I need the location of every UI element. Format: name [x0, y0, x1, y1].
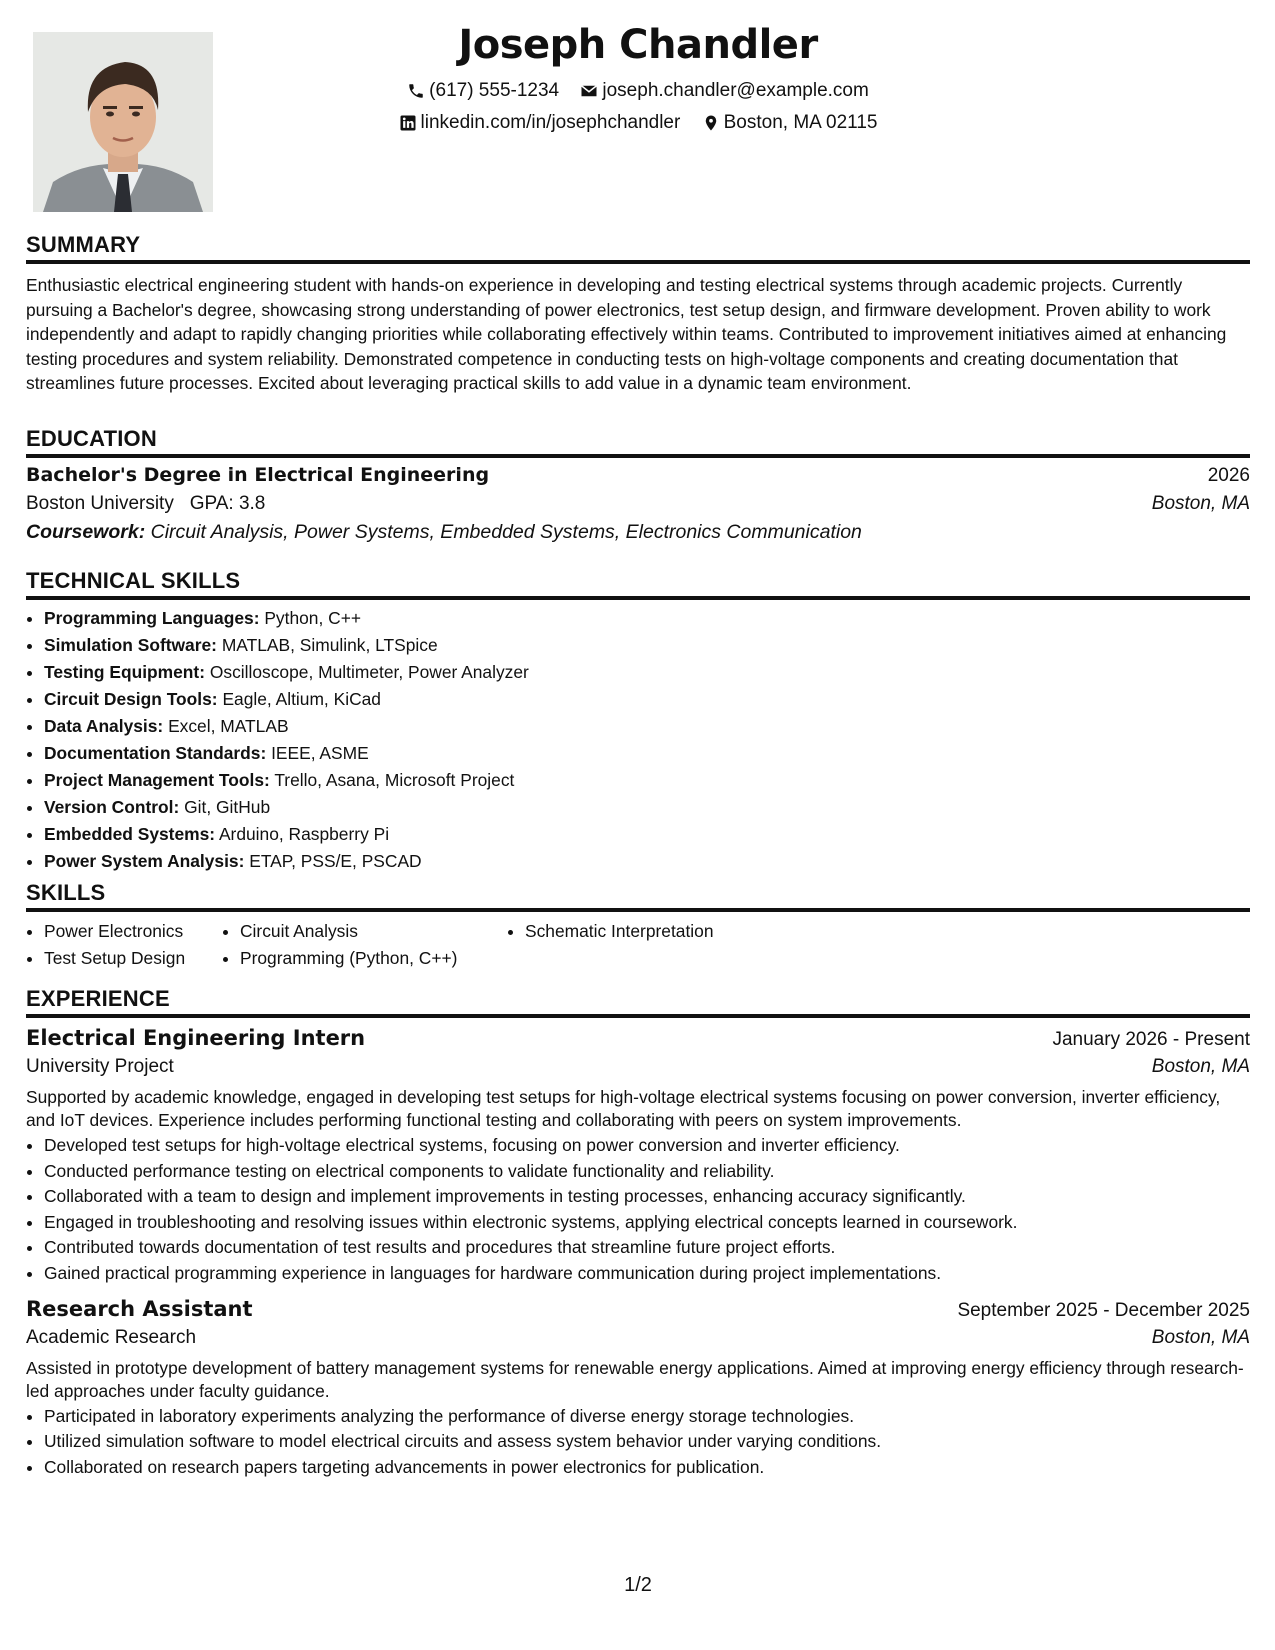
technical-skills-section — [26, 568, 1250, 875]
skills-column-1 — [26, 918, 222, 972]
job-bullet: • Utilized simulation software to model electrical circuits and assess system behavior under varying conditions. — [44, 1429, 1250, 1455]
coursework-line — [26, 521, 1250, 544]
education-header-row — [26, 464, 1250, 487]
location-text: Boston, MA 02115 — [723, 112, 878, 133]
experience-heading: EXPERIENCE — [26, 986, 1250, 1018]
phone-text: (617) 555-1234 — [429, 80, 560, 101]
tech-skill-label: Embedded Systems: — [44, 824, 216, 844]
tech-skill-value: Arduino, Raspberry Pi — [218, 824, 390, 844]
skill-item: • Schematic Interpretation — [525, 918, 845, 945]
school-name: Boston University — [26, 493, 174, 514]
job-bullet: • Contributed towards documentation of test results and procedures that streamline future project efforts. — [44, 1235, 1250, 1261]
summary-heading: SUMMARY — [26, 232, 1250, 264]
education-heading: EDUCATION — [26, 426, 1250, 458]
degree-title: Bachelor's Degree in Electrical Engineering — [26, 464, 490, 486]
tech-skill-item — [44, 794, 1250, 821]
job-header-row — [26, 1026, 1250, 1051]
email-contact[interactable] — [580, 80, 868, 102]
job-header-row — [26, 1297, 1250, 1322]
linkedin-icon — [399, 114, 417, 132]
technical-skills-list — [26, 605, 1250, 875]
school-line — [26, 493, 265, 515]
job-org: University Project — [26, 1056, 174, 1077]
skills-column-2 — [222, 918, 507, 972]
tech-skill-value: Git, GitHub — [184, 797, 271, 817]
job-bullet: • Collaborated with a team to design and implement improvements in testing processes, enhancing accuracy significantly. — [44, 1184, 1250, 1210]
tech-skill-label: Simulation Software: — [44, 635, 217, 655]
education-sub-row — [26, 493, 1250, 515]
coursework-label: Coursework: — [26, 521, 146, 543]
technical-skills-heading: TECHNICAL SKILLS — [26, 568, 1250, 600]
linkedin-contact[interactable] — [399, 112, 681, 134]
education-section — [26, 426, 1250, 544]
skill-item: • Circuit Analysis — [240, 918, 507, 945]
job-bullet: • Gained practical programming experience in languages for hardware communication during project implementations. — [44, 1261, 1250, 1287]
tech-skill-label: Version Control: — [44, 797, 180, 817]
job-description: Assisted in prototype development of battery management systems for renewable energy applications. Aimed at improving energy efficiency through research-led approaches under faculty guidance. — [26, 1357, 1244, 1401]
job-dates: January 2026 - Present — [1052, 1029, 1250, 1050]
job-bullet: • Developed test setups for high-voltage electrical systems, focusing on power conversion and inverter efficiency. — [44, 1133, 1250, 1159]
job-bullet: • Conducted performance testing on electrical components to validate functionality and reliability. — [44, 1159, 1250, 1185]
location-contact — [702, 112, 878, 134]
tech-skill-value: ETAP, PSS/E, PSCAD — [249, 851, 422, 871]
contact-row-1 — [26, 80, 1250, 106]
summary-text: Enthusiastic electrical engineering student with hands-on experience in developing and testing electrical systems through academic projects. Currently pursuing a Bachelor's degree, showcasing strong understanding of power electronics, test setup design, and firmware development. Proven ability to work independently and adapt to rapidly changing priorities while collaborating effectively within teams. Contributed to improvement initiatives aimed at enhancing testing procedures and system reliability. Demonstrated competence in conducting tests on high-voltage components and creating documentation that streamlines future processes. Excited about leveraging practical skills to add value in a dynamic team environment. — [26, 275, 1227, 394]
job-title: Electrical Engineering Intern — [26, 1026, 366, 1050]
tech-skill-value: Python, C++ — [264, 608, 362, 628]
skills-section — [26, 880, 1250, 972]
job-dates: September 2025 - December 2025 — [957, 1299, 1250, 1321]
skill-item: • Test Setup Design — [44, 945, 222, 972]
page-number: 1/2 — [624, 1574, 652, 1596]
map-pin-icon — [702, 114, 720, 132]
tech-skill-item — [44, 659, 1250, 686]
phone-contact[interactable] — [407, 80, 559, 102]
phone-icon — [407, 82, 425, 100]
job-sub-row — [26, 1327, 1250, 1349]
linkedin-text: linkedin.com/in/josephchandler — [420, 112, 681, 133]
tech-skill-label: Circuit Design Tools: — [44, 689, 218, 709]
tech-skill-label: Power System Analysis: — [44, 851, 245, 871]
tech-skill-item — [44, 686, 1250, 713]
job-description: Supported by academic knowledge, engaged in developing test setups for high-voltage electrical systems focusing on power conversion, inverter efficiency, and IoT devices. Experience includes performing functional testing and collaborating with peers on system improvements. — [26, 1087, 1221, 1130]
job-title: Research Assistant — [26, 1296, 253, 1321]
job-sub-row — [26, 1056, 1250, 1078]
envelope-icon — [580, 82, 598, 100]
tech-skill-value: Oscilloscope, Multimeter, Power Analyzer — [209, 662, 529, 682]
tech-skill-value: Trello, Asana, Microsoft Project — [274, 770, 515, 790]
tech-skill-label: Documentation Standards: — [44, 743, 267, 763]
tech-skill-item — [44, 848, 1250, 875]
graduation-year: 2026 — [1207, 465, 1250, 486]
tech-skill-item — [44, 605, 1250, 632]
tech-skill-label: Project Management Tools: — [44, 770, 270, 790]
skill-item: • Power Electronics — [44, 918, 222, 945]
job-org: Academic Research — [26, 1326, 197, 1348]
resume-page — [26, 0, 1250, 1650]
skills-heading: SKILLS — [26, 880, 1250, 912]
tech-skill-label: Testing Equipment: — [44, 662, 206, 682]
job-bullets — [26, 1133, 1250, 1287]
job-bullets — [26, 1404, 1250, 1481]
tech-skill-item — [44, 740, 1250, 767]
tech-skill-value: Excel, MATLAB — [168, 716, 289, 736]
contact-row-2 — [26, 112, 1250, 138]
tech-skill-item — [44, 713, 1250, 740]
job-location: Boston, MA — [1151, 1326, 1250, 1348]
tech-skill-item — [44, 821, 1250, 848]
tech-skill-label: Data Analysis: — [44, 716, 164, 736]
experience-section — [26, 986, 1250, 1480]
tech-skill-item — [44, 632, 1250, 659]
summary-section — [26, 232, 1250, 396]
gpa: GPA: 3.8 — [189, 493, 266, 514]
job-location: Boston, MA — [1151, 1056, 1250, 1077]
job-entry — [26, 1297, 1250, 1481]
skills-grid — [26, 918, 1250, 972]
coursework-list: Circuit Analysis, Power Systems, Embedded Systems, Electronics Communication — [150, 521, 862, 543]
school-location: Boston, MA — [1151, 493, 1250, 514]
job-bullet: • Engaged in troubleshooting and resolving issues within electronic systems, applying electrical concepts learned in coursework. — [44, 1210, 1250, 1236]
tech-skill-value: Eagle, Altium, KiCad — [222, 689, 381, 709]
job-bullet: • Collaborated on research papers targeting advancements in power electronics for publication. — [44, 1455, 1250, 1481]
skills-column-3 — [507, 918, 845, 972]
tech-skill-label: Programming Languages: — [44, 608, 260, 628]
job-entry — [26, 1026, 1250, 1287]
tech-skill-value: IEEE, ASME — [271, 743, 369, 763]
skill-item: • Programming (Python, C++) — [240, 945, 507, 972]
tech-skill-item — [44, 767, 1250, 794]
candidate-name: Joseph Chandler — [458, 22, 818, 68]
email-text: joseph.chandler@example.com — [602, 80, 869, 101]
job-bullet: • Participated in laboratory experiments analyzing the performance of diverse energy storage technologies. — [44, 1404, 1250, 1430]
tech-skill-value: MATLAB, Simulink, LTSpice — [221, 635, 438, 655]
